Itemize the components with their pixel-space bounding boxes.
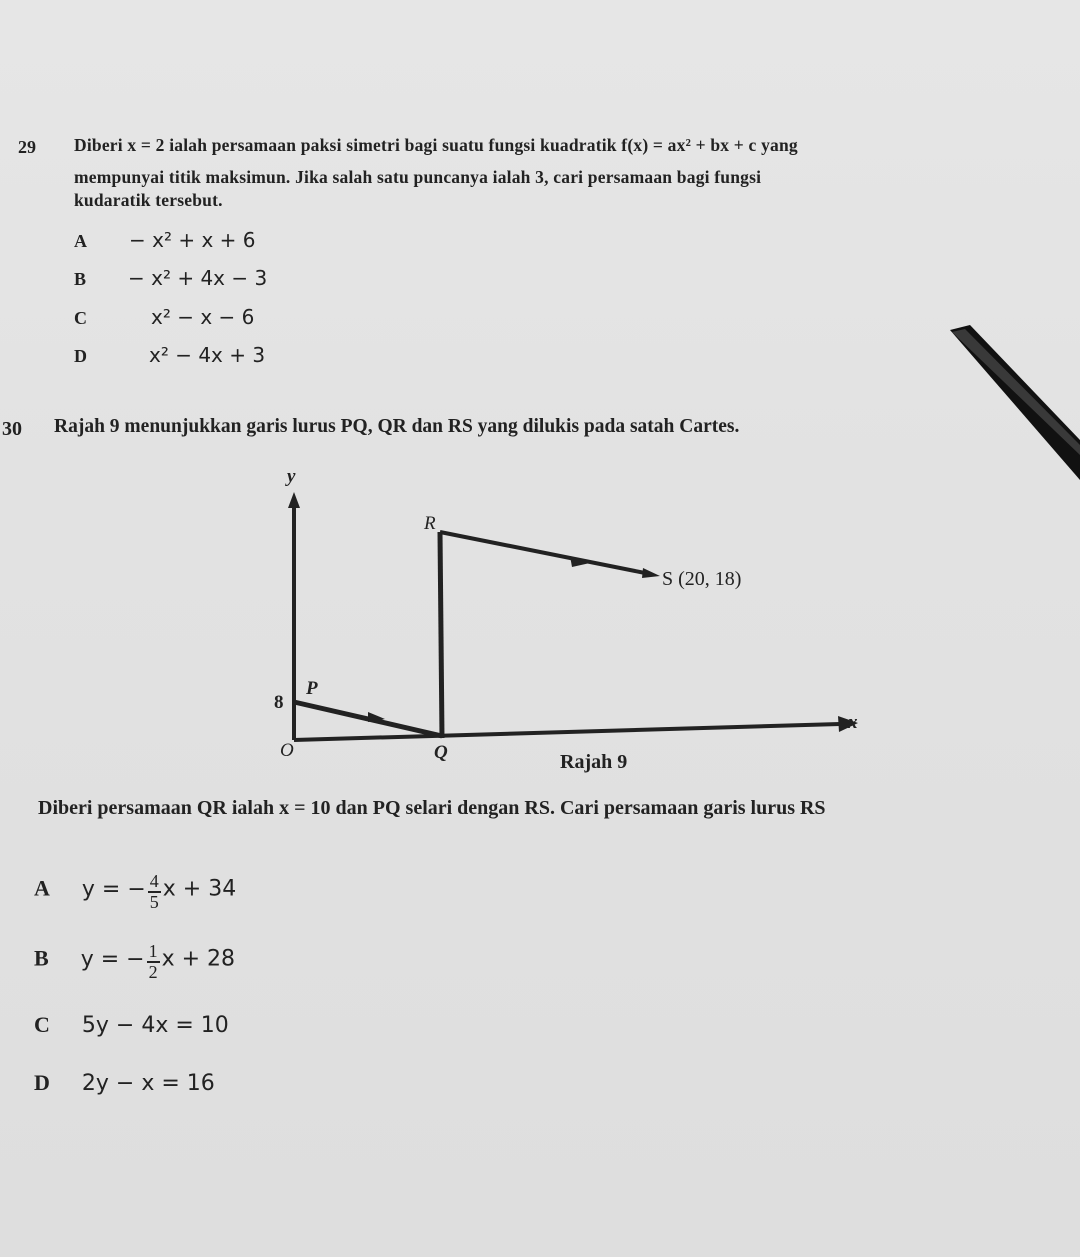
diagram-caption: Rajah 9 <box>560 751 628 773</box>
q29-option-b[interactable] <box>74 266 267 290</box>
option-letter: C <box>34 1012 50 1037</box>
q29-option-c[interactable] <box>74 305 254 329</box>
cartesian-diagram <box>260 460 880 780</box>
point-q-label: Q <box>434 742 448 763</box>
q30-option-d[interactable] <box>34 1070 215 1096</box>
point-p-label: P <box>306 678 318 699</box>
option-letter: A <box>34 875 50 901</box>
point-s-label: S (20, 18) <box>662 568 742 590</box>
option-letter: C <box>74 308 87 328</box>
fraction-numerator: 1 <box>148 941 158 961</box>
q29-option-d[interactable] <box>74 343 265 367</box>
option-expression: x² − 4x + 3 <box>149 343 266 367</box>
fraction-denominator: 2 <box>148 961 158 982</box>
x-axis-label: x <box>848 712 858 733</box>
point-r-label: R <box>424 513 436 534</box>
question-29-line-2: mempunyai titik maksimun. Jika salah satu puncanya ialah 3, cari persamaan bagi fungsi <box>74 167 762 187</box>
fraction-denominator: 5 <box>149 891 159 912</box>
option-expression: 5y − 4x = 10 <box>81 1013 229 1038</box>
option-expression-suffix: x + 28 <box>161 946 235 972</box>
fraction-numerator: 4 <box>149 871 159 891</box>
option-expression: 2y − x = 16 <box>81 1071 215 1096</box>
question-30-number: 30 <box>2 418 22 440</box>
option-letter: A <box>74 231 87 251</box>
origin-label: O <box>280 740 294 761</box>
line-qr <box>440 532 442 738</box>
y-axis-label: y <box>287 466 296 487</box>
question-29-line-1: Diberi x = 2 ialah persamaan paksi simetri bagi suatu fungsi kuadratik f(x) = ax² + bx + c yang <box>74 135 798 155</box>
y-axis-arrow <box>288 492 300 508</box>
x-axis <box>294 724 840 740</box>
question-30-intro: Rajah 9 menunjukkan garis lurus PQ, QR dan RS yang dilukis pada satah Cartes. <box>54 416 740 437</box>
option-letter: B <box>34 945 49 971</box>
option-expression: − x² + x + 6 <box>129 228 256 252</box>
question-30-text: Diberi persamaan QR ialah x = 10 dan PQ selari dengan RS. Cari persamaan garis lurus RS <box>38 797 826 819</box>
question-29-number: 29 <box>18 137 36 157</box>
option-expression-suffix: x + 34 <box>162 876 237 902</box>
pen-image <box>930 320 1080 490</box>
option-expression: − x² + 4x − 3 <box>128 266 268 290</box>
q29-option-a[interactable] <box>74 228 255 252</box>
q30-option-b[interactable] <box>34 942 235 982</box>
option-letter: D <box>34 1070 50 1095</box>
y-intercept-label: 8 <box>274 692 284 713</box>
option-expression-prefix: y = − <box>80 946 145 972</box>
q30-option-a[interactable] <box>34 872 236 912</box>
q30-option-c[interactable] <box>34 1012 229 1038</box>
line-rs <box>440 532 650 574</box>
option-expression: x² − x − 6 <box>151 305 255 329</box>
option-letter: D <box>74 346 87 366</box>
option-expression-prefix: y = − <box>81 876 146 902</box>
option-letter: B <box>74 269 87 289</box>
question-29-line-3: kudaratik tersebut. <box>74 190 223 210</box>
